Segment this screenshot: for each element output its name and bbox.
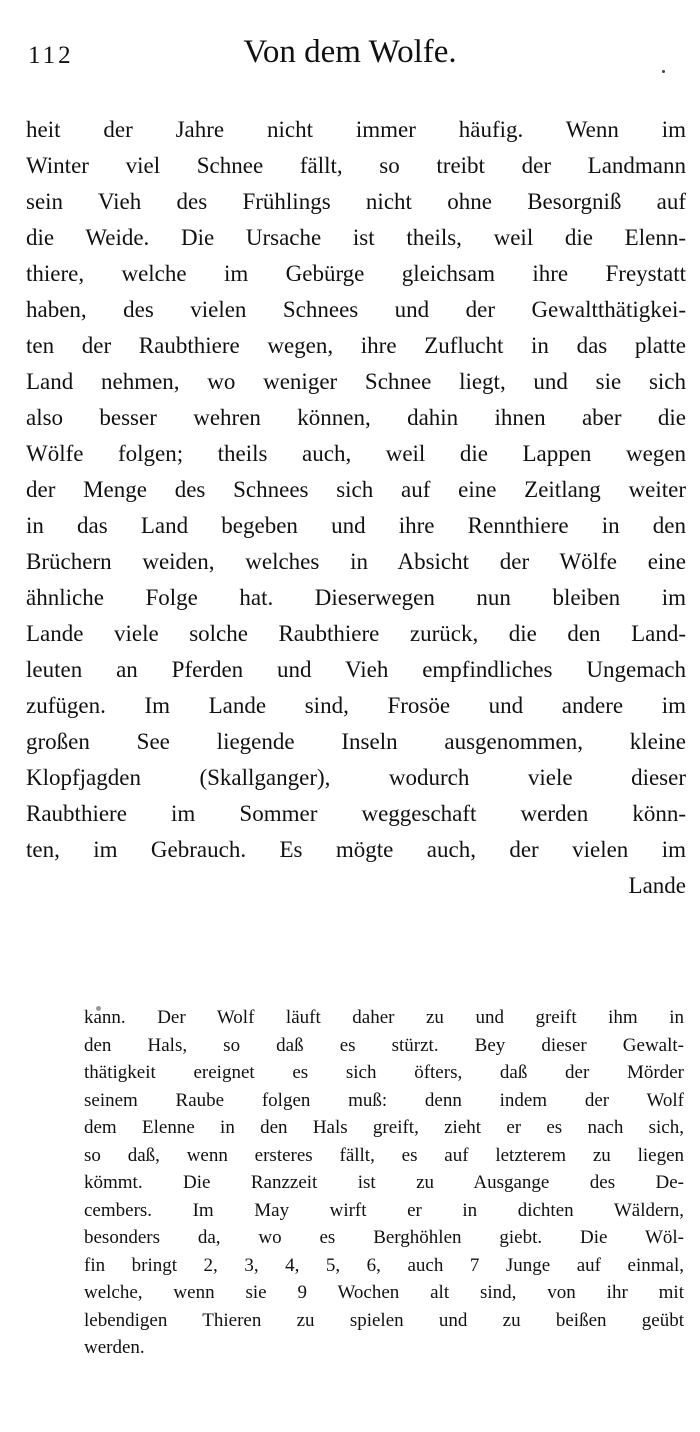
stray-mark (662, 70, 665, 73)
text-line: Klopfjagden (Skallganger), wodurch viele dieser (26, 765, 686, 790)
text-line: besonders da, wo es Berghöhlen giebt. Die Wöl- (84, 1227, 684, 1248)
second-text-block (84, 1004, 684, 1362)
text-line: Raubthiere im Sommer weggeschaft werden könn- (26, 801, 686, 826)
running-title: Von dem Wolfe. (243, 34, 457, 70)
text-line: werden. (84, 1337, 145, 1358)
text-line: die Weide. Die Ursache ist theils, weil die Elenn- (26, 225, 686, 250)
text-line: ten der Raubthiere wegen, ihre Zuflucht in das platte (26, 333, 686, 358)
text-line: heit der Jahre nicht immer häufig. Wenn im (26, 117, 686, 142)
text-line: haben, des vielen Schnees und der Gewaltthätigkei- (26, 297, 686, 322)
text-line: ähnliche Folge hat. Dieserwegen nun bleiben im (26, 585, 686, 610)
text-line: der Menge des Schnees sich auf eine Zeitlang weiter (26, 477, 686, 502)
text-line: so daß, wenn ersteres fällt, es auf letzterem zu liegen (84, 1144, 684, 1166)
page-number: 112 (28, 42, 74, 69)
text-line: Wölfe folgen; theils auch, weil die Lappen wegen (26, 441, 686, 466)
text-line: Brüchern weiden, welches in Absicht der Wölfe eine (26, 549, 686, 574)
main-text-block (26, 112, 686, 904)
text-line: leuten an Pferden und Vieh empfindliches Ungemach (26, 657, 686, 682)
text-line: thätigkeit ereignet es sich öfters, daß der Mörder (84, 1062, 684, 1083)
text-line: thiere, welche im Gebürge gleichsam ihre Freystatt (26, 261, 686, 286)
text-line: zufügen. Im Lande sind, Frosöe und andere im (26, 693, 686, 718)
text-line: sein Vieh des Frühlings nicht ohne Besorgniß auf (26, 189, 686, 214)
text-line: cembers. Im May wirft er in dichten Wäldern, (84, 1199, 684, 1221)
text-line: Winter viel Schnee fällt, so treibt der Landmann (26, 153, 686, 178)
text-line: kömmt. Die Ranzzeit ist zu Ausgange des De- (84, 1172, 684, 1193)
text-line: dem Elenne in den Hals greift, zieht er es nach sich, (84, 1117, 684, 1138)
text-line: in das Land begeben und ihre Rennthiere in den (26, 513, 686, 538)
text-line: Lande viele solche Raubthiere zurück, die den Land- (26, 621, 686, 646)
text-line: ten, im Gebrauch. Es mögte auch, der vielen im (26, 837, 686, 862)
text-line: seinem Raube folgen muß: denn indem der Wolf (84, 1089, 684, 1111)
text-line: welche, wenn sie 9 Wochen alt sind, von ihr mit (84, 1282, 684, 1303)
text-line: lebendigen Thieren zu spielen und zu beißen geübt (84, 1309, 684, 1331)
text-line: Land nehmen, wo weniger Schnee liegt, und sie sich (26, 369, 686, 394)
text-line: den Hals, so daß es stürzt. Bey dieser Gewalt- (84, 1034, 684, 1056)
text-line: also besser wehren können, dahin ihnen aber die (26, 405, 686, 430)
text-line: fin bringt 2, 3, 4, 5, 6, auch 7 Junge auf einmal, (84, 1254, 684, 1276)
text-line: großen See liegende Inseln ausgenommen, kleine (26, 729, 686, 754)
text-line: kann. Der Wolf läuft daher zu und greift ihm in (84, 1007, 684, 1028)
catchword: Lande (628, 873, 686, 898)
